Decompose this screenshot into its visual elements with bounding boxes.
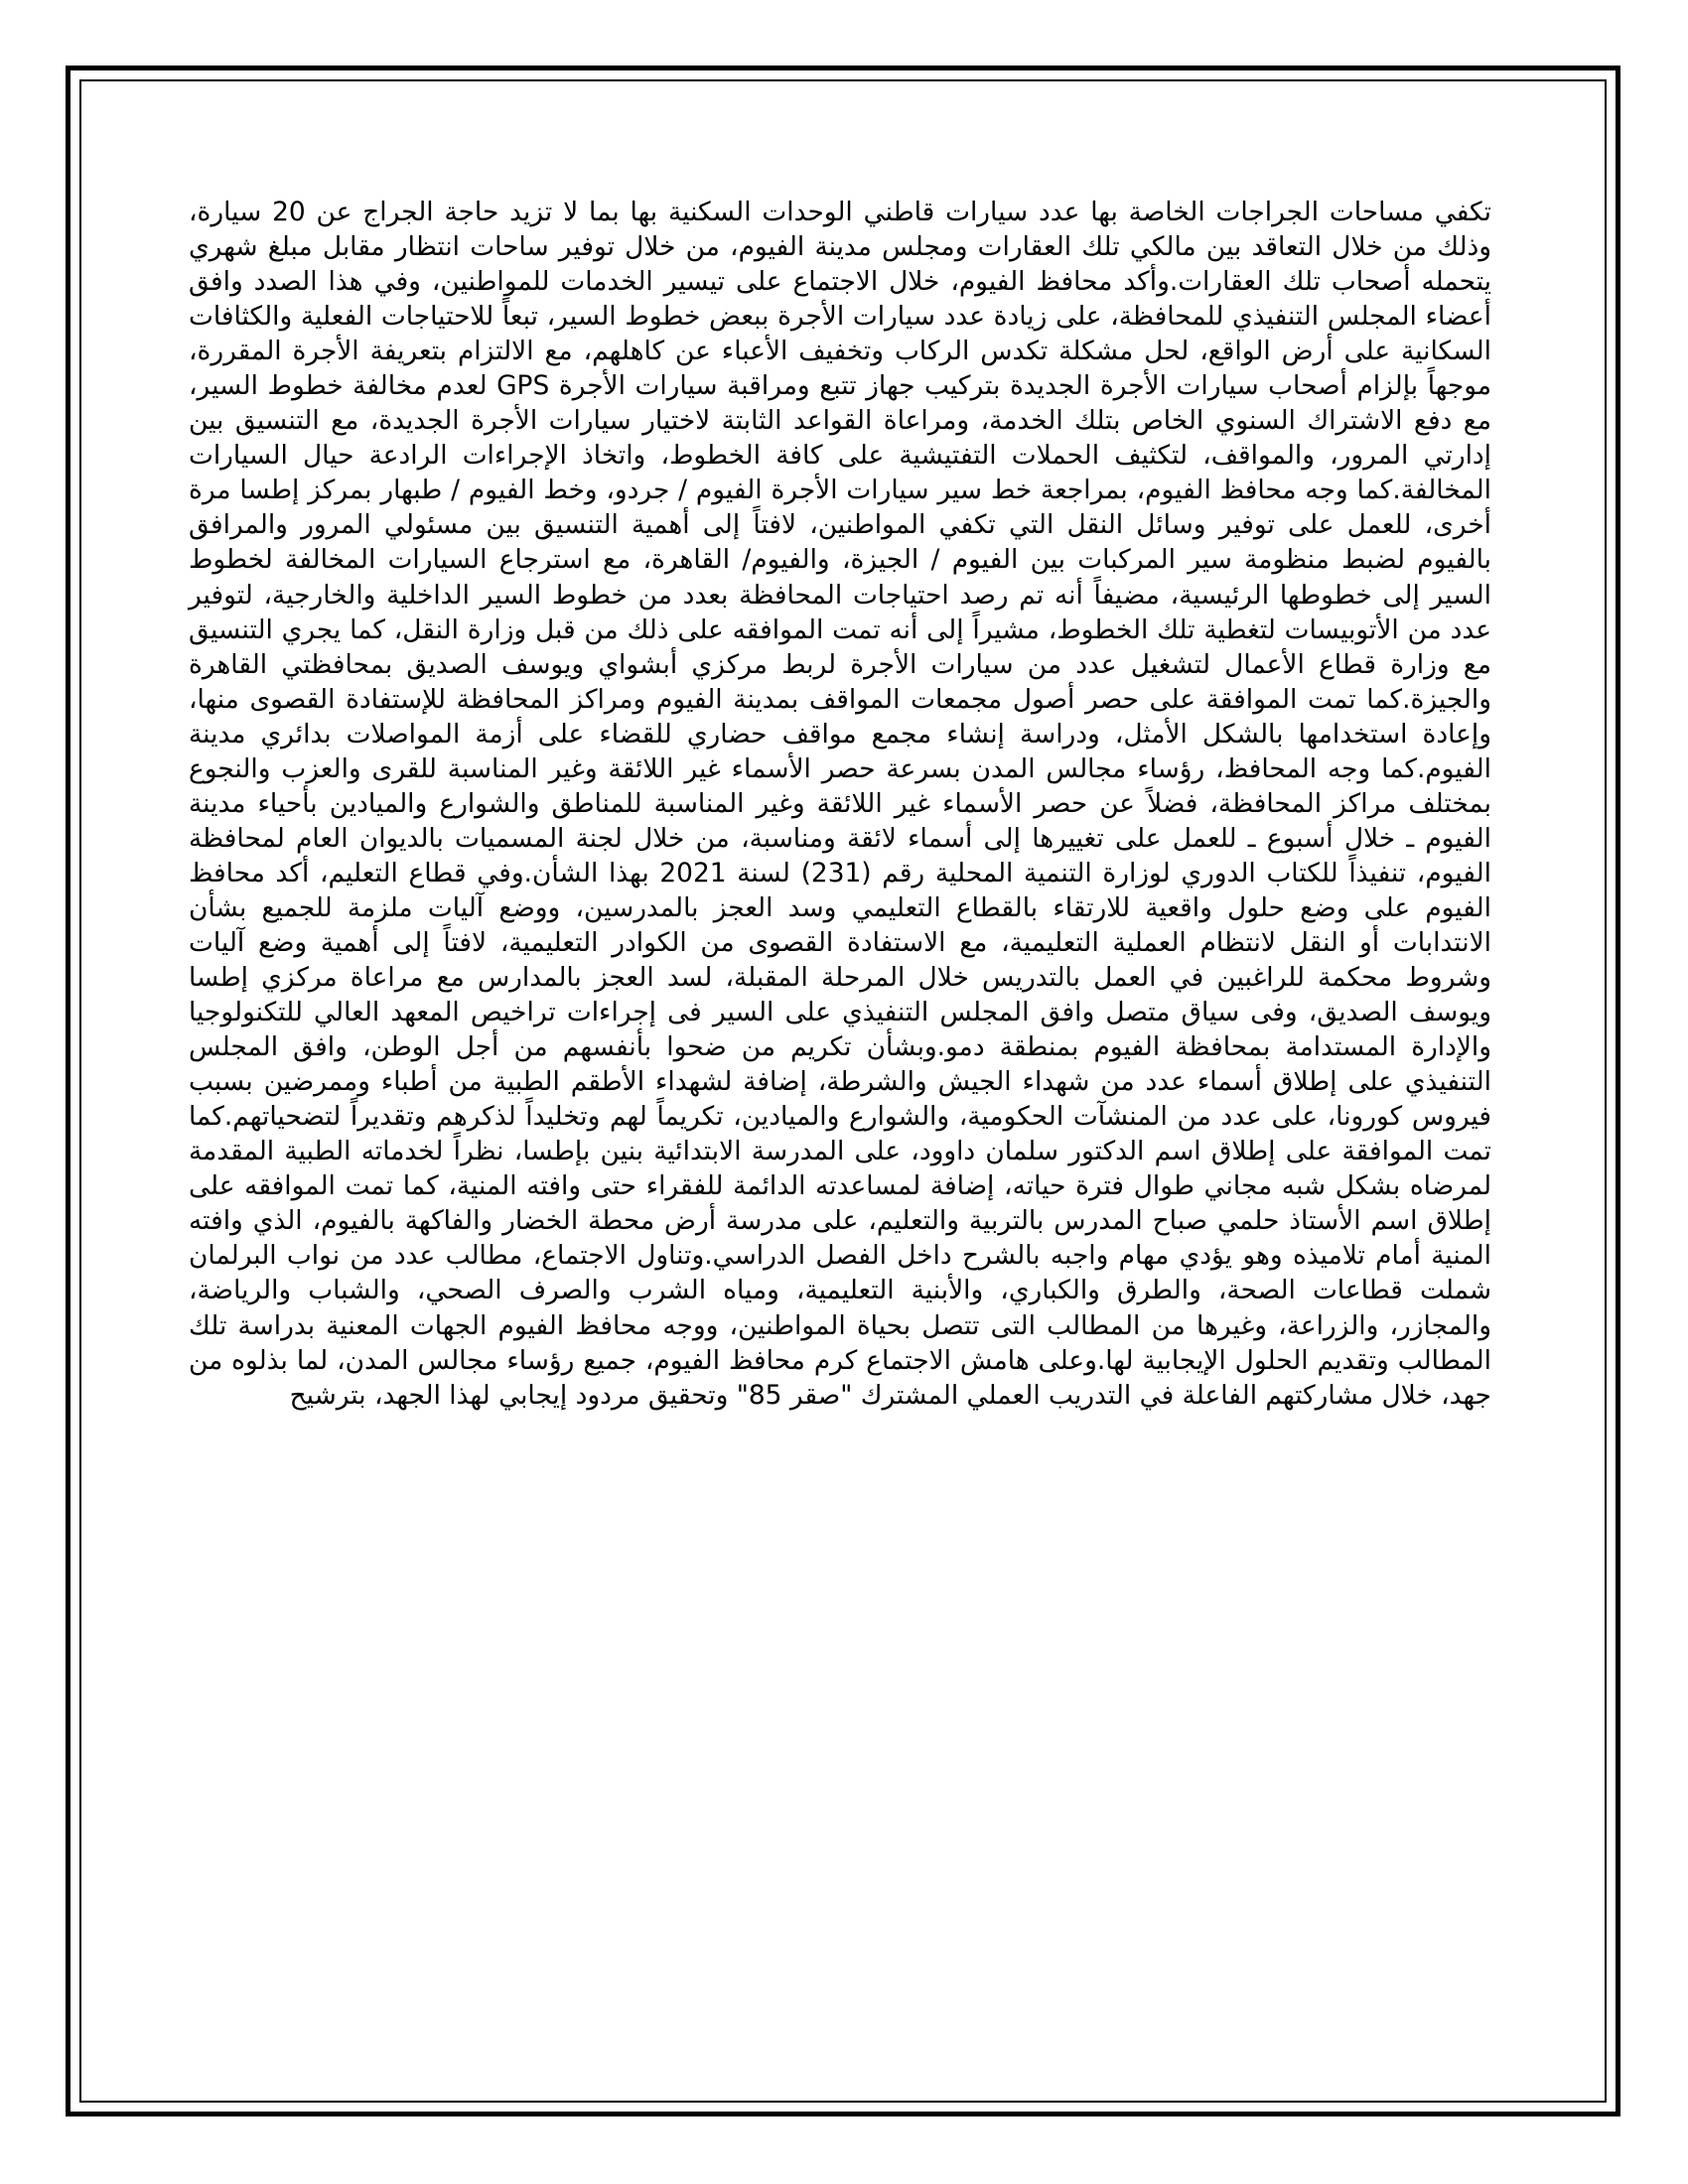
article-body: تكفي مساحات الجراجات الخاصة بها عدد سيارات قاطني الوحدات السكنية بها بما لا تزيد حاجة الجراج عن 20 سيارة، وذلك من خلال التعاقد بين مالكي تلك العقارات ومجلس مدينة الفيوم، من خلال توفير ساحات انتظار مقابل مبلغ شهري يتحمله أصحاب تلك العقارات.وأكد محافظ الفيوم، خلال الاجتماع على تيسير الخدمات للمواطنين، وفي هذا الصدد وافق أعضاء المجلس التنفيذي للمحافظة، على زيادة عدد سيارات الأجرة ببعض خطوط السير، تبعاً للاحتياجات الفعلية والكثافات السكانية على أرض الواقع، لحل مشكلة تكدس الركاب وتخفيف الأعباء عن كاهلهم، مع الالتزام بتعريفة الأجرة المقررة، موجهاً بإلزام أصحاب سيارات الأجرة الجديدة بتركيب جهاز تتبع ومراقبة سيارات الأجرة GPS لعدم مخالفة خطوط السير، مع دفع الاشتراك السنوي الخاص بتلك الخدمة، ومراعاة القواعد الثابتة لاختيار سيارات الأجرة الجديدة، مع التنسيق بين إدارتي المرور، والمواقف، لتكثيف الحملات التفتيشية على كافة الخطوط، واتخاذ الإجراءات الرادعة حيال السيارات المخالفة.كما وجه محافظ الفيوم، بمراجعة خط سير سيارات الأجرة الفيوم / جردو، وخط الفيوم / طبهار بمركز إطسا مرة أخرى، للعمل على توفير وسائل النقل التي تكفي المواطنين، لافتاً إلى أهمية التنسيق بين مسئولي المرور والمرافق بالفيوم لضبط منظومة سير المركبات بين الفيوم / الجيزة، والفيوم/ القاهرة، مع استرجاع السيارات المخالفة لخطوط السير إلى خطوطها الرئيسية، مضيفاً أنه تم رصد احتياجات المحافظة بعدد من خطوط السير الداخلية والخارجية، لتوفير عدد من الأتوبيسات لتغطية تلك الخطوط، مشيراً إلى أنه تمت الموافقه على ذلك من قبل وزارة النقل، كما يجري التنسيق مع وزارة قطاع الأعمال لتشغيل عدد من سيارات الأجرة لربط مركزي أبشواي ويوسف الصديق بمحافظتي القاهرة والجيزة.كما تمت الموافقة على حصر أصول مجمعات المواقف بمدينة الفيوم ومراكز المحافظة للإستفادة القصوى منها، وإعادة استخدامها بالشكل الأمثل، ودراسة إنشاء مجمع مواقف حضاري للقضاء على أزمة المواصلات بدائري مدينة الفيوم.كما وجه المحافظ، رؤساء مجالس المدن بسرعة حصر الأسماء غير اللائقة وغير المناسبة للقرى والعزب والنجوع بمختلف مراكز المحافظة، فضلاً عن حصر الأسماء غير اللائقة وغير المناسبة للمناطق والشوارع والميادين بأحياء مدينة الفيوم ـ خلال أسبوع ـ للعمل على تغييرها إلى أسماء لائقة ومناسبة، من خلال لجنة المسميات بالديوان العام لمحافظة الفيوم، تنفيذاً للكتاب الدوري لوزارة التنمية المحلية رقم (231) لسنة 2021 بهذا الشأن.وفي قطاع التعليم، أكد محافظ الفيوم على وضع حلول واقعية للارتقاء بالقطاع التعليمي وسد العجز بالمدرسين، ووضع آليات ملزمة للجميع بشأن الانتدابات أو النقل لانتظام العملية التعليمية، مع الاستفادة القصوى من الكوادر التعليمية، لافتاً إلى أهمية وضع آليات وشروط محكمة للراغبين في العمل بالتدريس خلال المرحلة المقبلة، لسد العجز بالمدارس مع مراعاة مركزي إطسا ويوسف الصديق، وفى سياق متصل وافق المجلس التنفيذي على السير فى إجراءات تراخيص المعهد العالي للتكنولوجيا والإدارة المستدامة بمحافظة الفيوم بمنطقة دمو.وبشأن تكريم من ضحوا بأنفسهم من أجل الوطن، وافق المجلس التنفيذي على إطلاق أسماء عدد من شهداء الجيش والشرطة، إضافة لشهداء الأطقم الطبية من أطباء وممرضين بسبب فيروس كورونا، على عدد من المنشآت الحكومية، والشوارع والميادين، تكريماً لهم وتخليداً لذكرهم وتقديراً لتضحياتهم.كما تمت الموافقة على إطلاق اسم الدكتور سلمان داوود، على المدرسة الابتدائية بنين بإطسا، نظراً لخدماته الطبية المقدمة لمرضاه بشكل شبه مجاني طوال فترة حياته، إضافة لمساعدته الدائمة للفقراء حتى وافته المنية، كما تمت الموافقه على إطلاق اسم الأستاذ حلمي صباح المدرس بالتربية والتعليم، على مدرسة أرض محطة الخضار والفاكهة بالفيوم، الذي وافته المنية أمام تلاميذه وهو يؤدي مهام واجبه بالشرح داخل الفصل الدراسي.وتناول الاجتماع، مطالب عدد من نواب البرلمان شملت قطاعات الصحة، والطرق والكباري، والأبنية التعليمية، ومياه الشرب والصرف الصحي، والشباب والرياضة، والمجازر، والزراعة، وغيرها من المطالب التى تتصل بحياة المواطنين، ووجه محافظ الفيوم الجهات المعنية بدراسة تلك المطالب وتقديم الحلول الإيجابية لها.وعلى هامش الاجتماع كرم محافظ الفيوم، جميع رؤساء مجالس المدن، لما بذلوه من جهد، خلال مشاركتهم الفاعلة في التدريب العملي المشترك "صقر 85" وتحقيق مردود إيجابي لهذا الجهد، بترشيح xyxy=(189,197,1491,1411)
